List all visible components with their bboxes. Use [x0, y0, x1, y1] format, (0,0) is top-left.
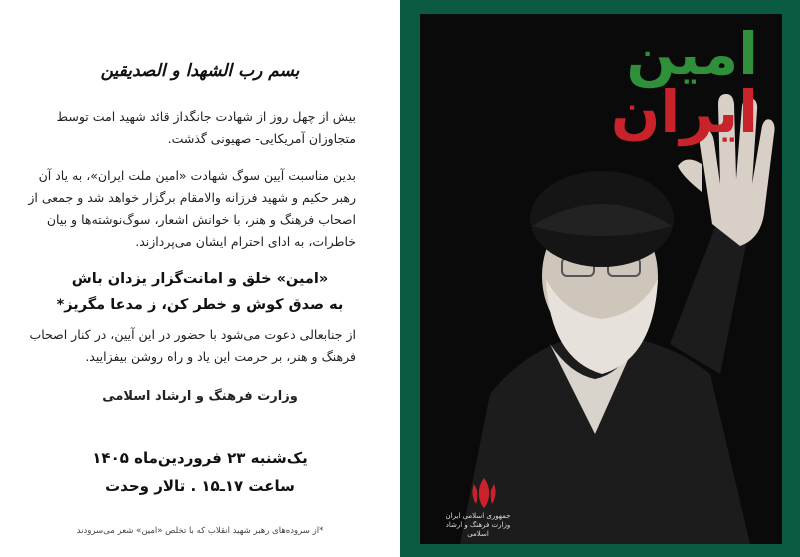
intro-paragraph: بیش از چهل روز از شهادت جانگداز قائد شهید امت توسط متجاوزان آمریکایی- صهیونی گذشت.	[56, 109, 356, 146]
poem-line-2: به صدق کوش و خطر کن، ز مدعا مگریز*	[56, 297, 344, 313]
invitation-paragraph: از جنابعالی دعوت می‌شود با حضور در این آیین، در کنار اصحاب فرهنگ و هنر، بر حرمت این یاد و راه روشن بیفزایید.	[29, 327, 356, 364]
poster-title-word-2: ایران	[610, 78, 758, 146]
iran-emblem-icon	[468, 476, 500, 510]
poem-line-1: «امین» خلق و امانت‌گزار یزدان باش	[71, 271, 329, 287]
ministry-logo-caption: جمهوری اسلامی ایران وزارت فرهنگ و ارشاد اسلامی	[445, 512, 511, 538]
event-date: یک‌شنبه ۲۳ فروردین‌ماه ۱۴۰۵	[92, 449, 308, 467]
poster-image	[420, 14, 782, 544]
event-datetime	[0, 444, 400, 500]
poster-title-word-1: امین	[626, 20, 758, 88]
basmala-heading: بسم رب الشهدا و الصدیقین	[100, 61, 300, 81]
footnote: *از سروده‌های رهبر شهید انقلاب که با تخلص «امین» شعر می‌سرودند	[76, 526, 324, 536]
ministry-signature: وزارت فرهنگ و ارشاد اسلامی	[102, 389, 298, 404]
poem-verse	[0, 266, 400, 318]
poster-frame	[400, 0, 800, 557]
ceremony-paragraph: بدین مناسبت آیین سوگ شهادت «امین ملت ایران»، به یاد آن رهبر حکیم و شهید فرزانه والامقام برگزار خواهد شد و جمعی از اصحاب فرهنگ و هنر، با خوانش اشعار، سوگ‌نوشته‌ها و بیان خاطرات، به ادای احترام ایشان می‌پردازند.	[28, 168, 356, 249]
poster-title	[611, 22, 758, 144]
event-time-venue: ساعت ۱۷ـ۱۵ . تالار وحدت	[105, 477, 295, 495]
